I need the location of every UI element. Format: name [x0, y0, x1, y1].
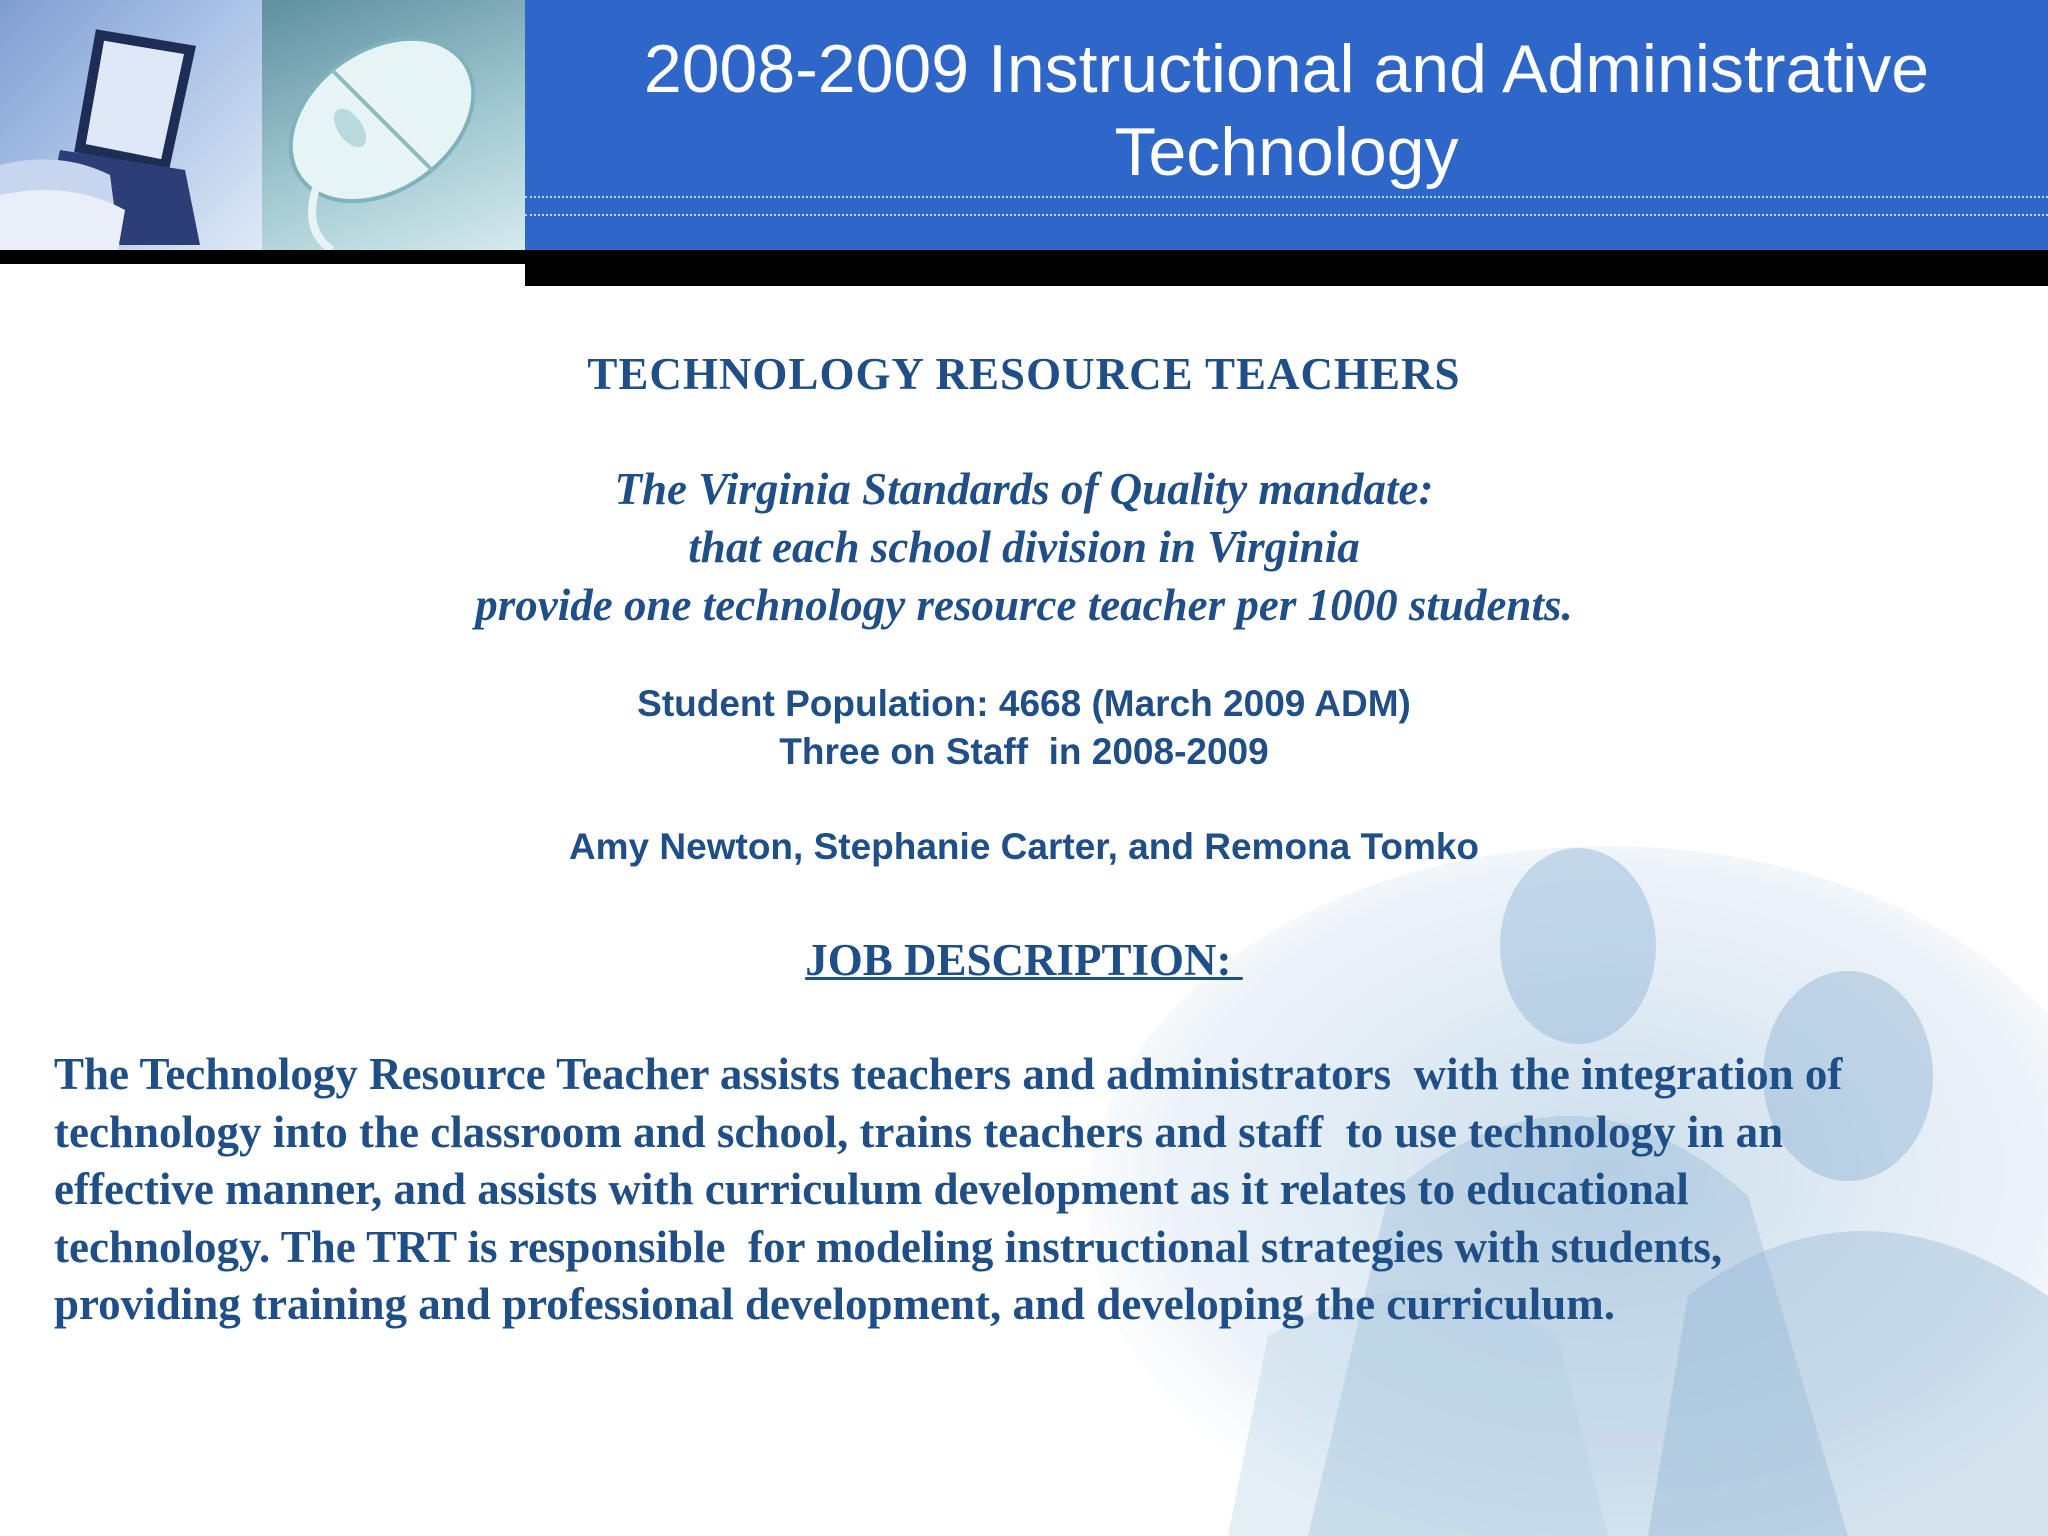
job-description-heading: JOB DESCRIPTION:	[805, 935, 1243, 985]
description-line: effective manner, and assists with curriculum development as it relates to educational	[54, 1164, 1689, 1214]
student-population: Student Population: 4668 (March 2009 ADM)	[637, 683, 1411, 724]
description-line: providing training and professional development, and developing the curriculum.	[54, 1279, 1616, 1329]
title-line-2: Technology	[1114, 113, 1459, 190]
title-line-1: 2008-2009 Instructional and Administrative	[643, 31, 1930, 107]
description-line: The Technology Resource Teacher assists teachers and administrators with the integration of	[54, 1049, 1843, 1099]
mandate-line: that each school division in Virginia	[688, 522, 1360, 572]
mandate-line: The Virginia Standards of Quality mandate:	[614, 464, 1434, 514]
staff-count: Three on Staff in 2008-2009	[779, 731, 1269, 772]
staff-names: Amy Newton, Stephanie Carter, and Remona Tomko	[568, 826, 1480, 867]
population-block	[0, 680, 2048, 776]
description-line: technology into the classroom and school, trains teachers and staff to use technology in an	[54, 1106, 1784, 1157]
mandate-line: provide one technology resource teacher per 1000 students.	[475, 580, 1573, 630]
section-heading: TECHNOLOGY RESOURCE TEACHERS	[587, 349, 1461, 399]
job-description-text	[54, 1046, 2014, 1334]
mandate-text	[0, 460, 2048, 634]
description-line: technology. The TRT is responsible for modeling instructional strategies with students,	[54, 1221, 1723, 1272]
